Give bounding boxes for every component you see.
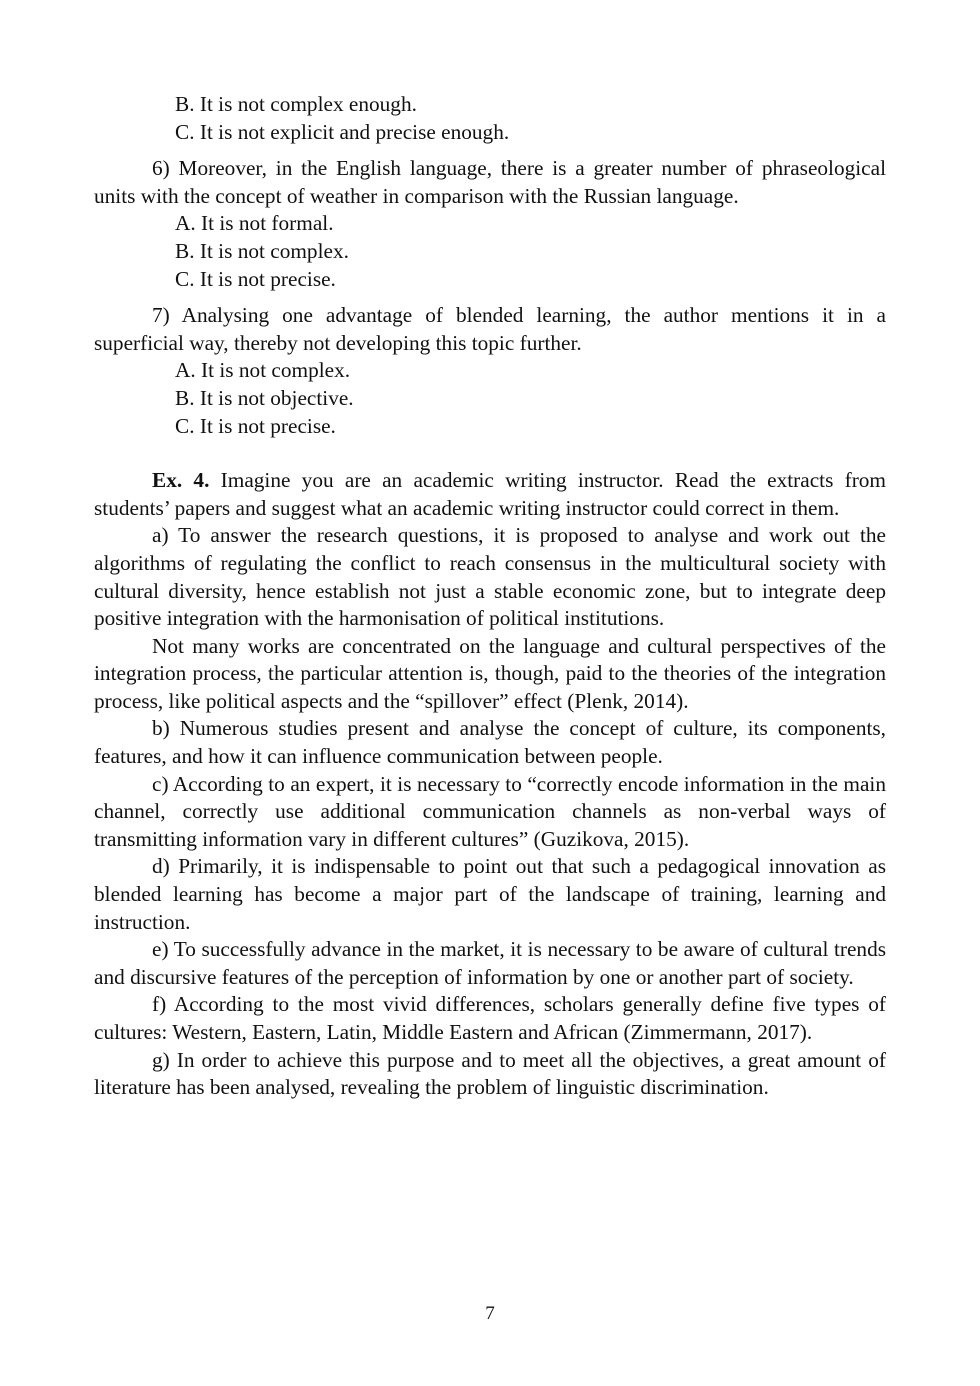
extract-a: a) To answer the research questions, it is proposed to analyse and work out the algorithms of regulating the conflict to reach consensus in the multicultural society with cultural diversity, hence establish not just a stable economic zone, but to integrate deep positive integration with the harmonisation of political institutions. <box>94 523 886 631</box>
question-7 <box>94 302 886 440</box>
exercise-4 <box>94 467 886 1102</box>
question-text: 6) Moreover, in the English language, there is a greater number of phraseological units with the concept of weather in comparison with the Russian language. <box>94 156 886 208</box>
extract-d: d) Primarily, it is indispensable to point out that such a pedagogical innovation as blended learning has become a major part of the landscape of training, learning and instruction. <box>94 854 886 934</box>
option-c: C. It is not explicit and precise enough. <box>175 119 510 144</box>
question-text: 7) Analysing one advantage of blended learning, the author mentions it in a superficial way, thereby not developing this topic further. <box>94 303 886 355</box>
exercise-instruction <box>94 467 886 522</box>
option-b: B. It is not complex enough. <box>175 92 417 116</box>
option-b: B. It is not objective. <box>175 385 354 410</box>
extract-b: b) Numerous studies present and analyse the concept of culture, its components, features, and how it can influence communication between people. <box>94 716 886 769</box>
exercise-label: Ex. 4. <box>152 468 210 493</box>
extract-c: c) According to an expert, it is necessary to “correctly encode information in the main channel, correctly use additional communication channels as non-verbal ways of transmitting information vary in different cultures” (Guzikova, 2015). <box>94 771 886 851</box>
page-number: 7 <box>485 1303 495 1324</box>
question-6 <box>94 155 886 293</box>
question-5-options <box>94 91 886 146</box>
extract-f: f) According to the most vivid differences, scholars generally define five types of cultures: Western, Eastern, Latin, Middle Eastern and African (Zimmermann, 2017). <box>94 992 886 1044</box>
option-a: A. It is not complex. <box>175 358 351 383</box>
extract-e: e) To successfully advance in the market, it is necessary to be aware of cultural trends and discursive features of the perception of information by one or another part of society. <box>94 937 886 989</box>
option-c: C. It is not precise. <box>175 266 336 291</box>
extract-g: g) In order to achieve this purpose and to meet all the objectives, a great amount of literature has been analysed, revealing the problem of linguistic discrimination. <box>94 1047 886 1100</box>
instruction-text: Imagine you are an academic writing instructor. Read the extracts from students’ papers and suggest what an academic writing instructor could correct in them. <box>94 468 887 520</box>
option-a: A. It is not formal. <box>175 211 334 236</box>
page-content <box>94 91 886 1102</box>
option-b: B. It is not complex. <box>175 238 349 263</box>
extract-a-continued: Not many works are concentrated on the language and cultural perspectives of the integration process, the particular attention is, though, paid to the theories of the integration process, like political aspects and the “spillover” effect (Plenk, 2014). <box>94 633 886 713</box>
option-c: C. It is not precise. <box>175 413 336 438</box>
